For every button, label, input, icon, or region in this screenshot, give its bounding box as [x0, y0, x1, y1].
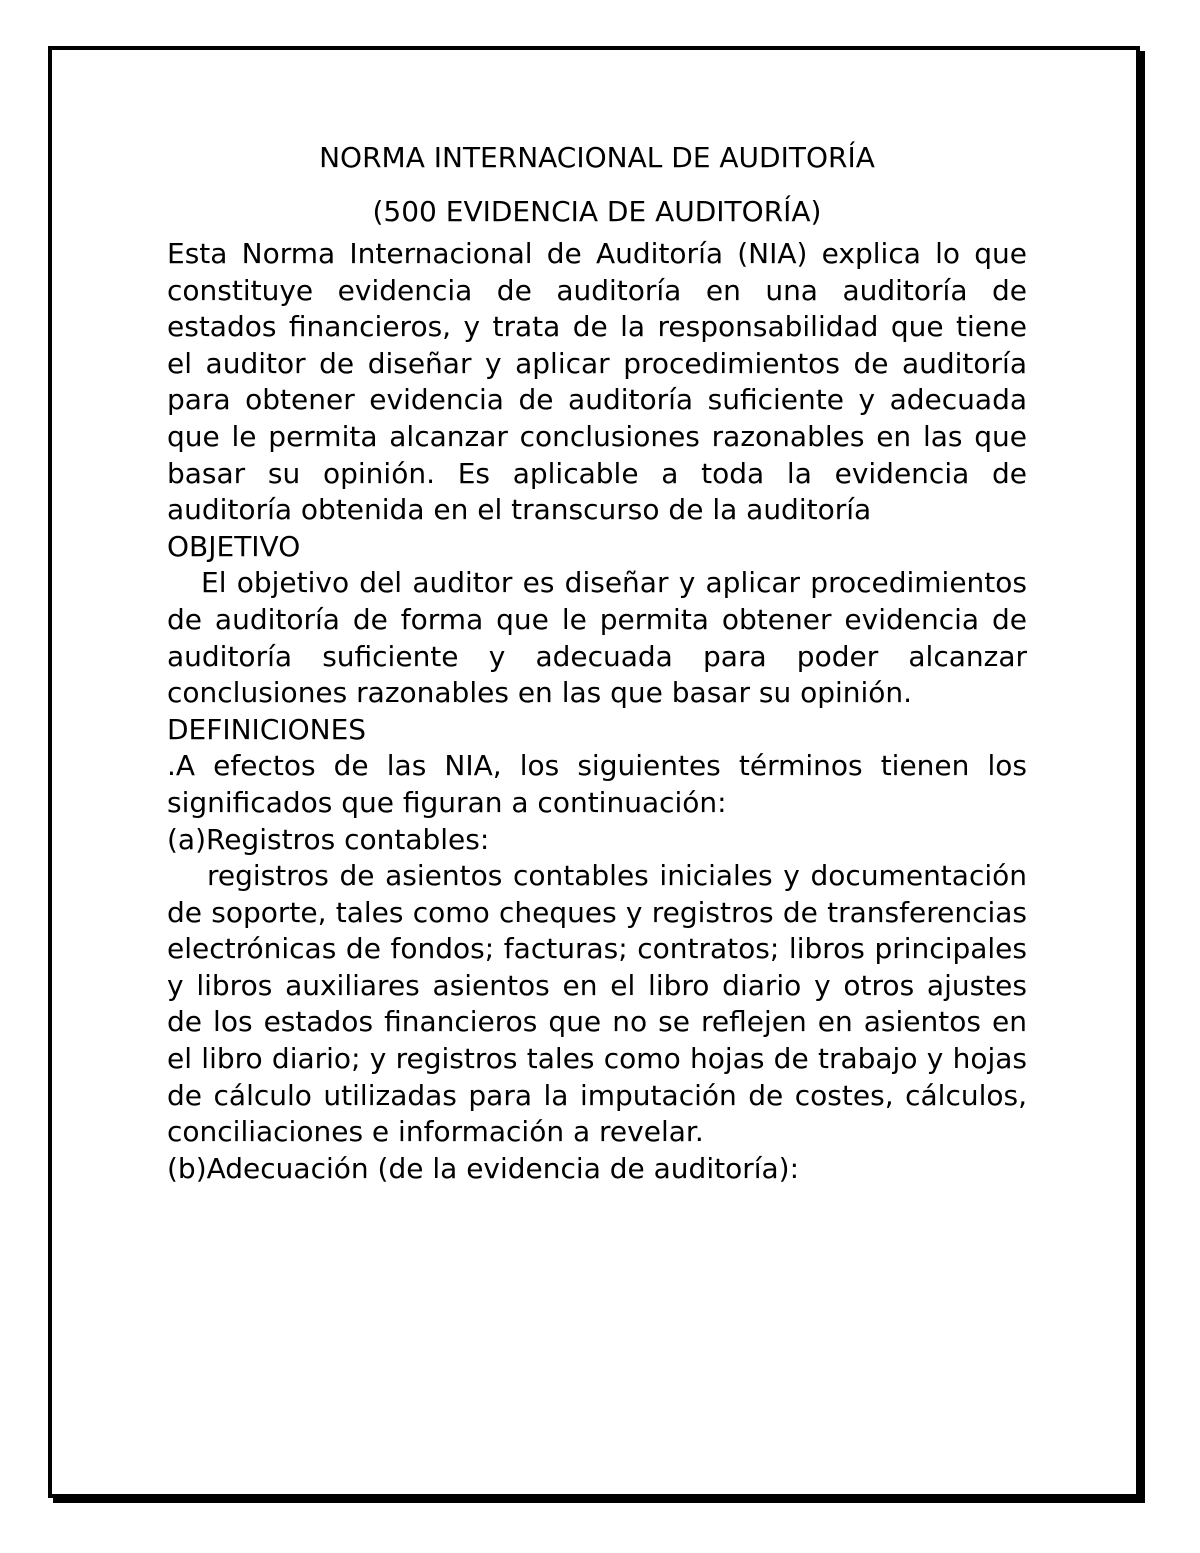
item-a-label: (a)Registros contables:: [167, 822, 490, 856]
item-a-text: registros de asientos contables iniciales y documentación de soporte, tales como cheques y registros de transferencias electrónicas de fondos; facturas; contratos; libros principales y libros auxiliares asientos en el libro diario y otros ajustes de los estados financieros que no se reflejen en asientos en el libro diario; y registros tales como hojas de trabajo y hojas de cálculo utilizadas para la imputación de costes, cálculos, conciliaciones e información a revelar.: [167, 859, 1027, 1149]
objective-paragraph: El objetivo del auditor es diseñar y aplicar procedimientos de auditoría de forma que le permita obtener evidencia de auditoría suficiente y adecuada para poder alcanzar conclusiones razonables en las que basar su opinión.: [167, 566, 1027, 710]
document-title: NORMA INTERNACIONAL DE AUDITORÍA: [319, 141, 875, 174]
document-subtitle: (500 EVIDENCIA DE AUDITORÍA): [372, 195, 822, 228]
definitions-heading: DEFINICIONES: [167, 712, 367, 746]
objective-heading: OBJETIVO: [167, 529, 301, 563]
definitions-intro: .A efectos de las NIA, los siguientes términos tienen los significados que figuran a continuación:: [167, 749, 1027, 819]
item-b-label: (b)Adecuación (de la evidencia de auditoría):: [167, 1151, 800, 1185]
document-body: [167, 140, 1027, 1187]
intro-paragraph: Esta Norma Internacional de Auditoría (NIA) explica lo que constituye evidencia de auditoría en una auditoría de estados financieros, y trata de la responsabilidad que tiene el auditor de diseñar y aplicar procedimientos de auditoría para obtener evidencia de auditoría suficiente y adecuada que le permita alcanzar conclusiones razonables en las que basar su opinión. Es aplicable a toda la evidencia de auditoría obtenida en el transcurso de la auditoría: [167, 237, 1027, 527]
